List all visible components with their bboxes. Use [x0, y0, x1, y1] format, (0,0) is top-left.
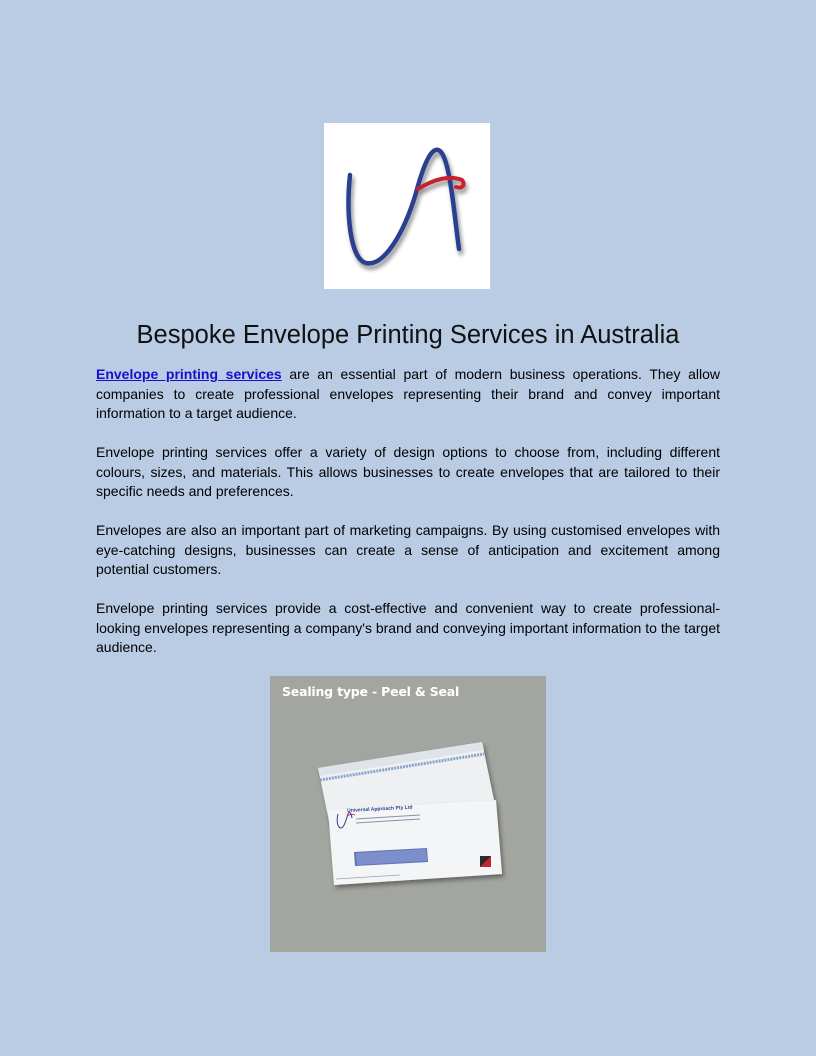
- ua-logo-icon: [324, 123, 490, 289]
- article-body: [96, 365, 720, 677]
- paragraph-2: Envelope printing services offer a variety of design options to choose from, including different colours, sizes, and materials. This allows businesses to create envelopes that are tailored to their specific needs and preferences.: [96, 444, 720, 499]
- envelope-photo: [270, 676, 546, 952]
- envelope-company-name: Universal Approach Pty Ltd: [347, 804, 413, 814]
- photo-caption: Sealing type - Peel & Seal: [282, 684, 460, 699]
- paragraph-1: [96, 365, 720, 424]
- logo: [324, 123, 490, 289]
- envelope-printing-link[interactable]: Envelope printing services: [96, 366, 282, 382]
- page-title: Bespoke Envelope Printing Services in Australia: [136, 321, 680, 349]
- paragraph-1-text: are an essential part of modern business operations. They allow companies to create professional envelopes representing their brand and convey important information to a target audience.: [96, 366, 721, 421]
- paragraph-4: Envelope printing services provide a cost-effective and convenient way to create professional-looking envelopes representing a company's brand and conveying important information to the target audience.: [96, 600, 720, 655]
- envelope-illustration: [270, 676, 546, 952]
- paragraph-3: Envelopes are also an important part of marketing campaigns. By using customised envelopes with eye-catching designs, businesses can create a sense of anticipation and excitement among potential customers.: [96, 522, 720, 577]
